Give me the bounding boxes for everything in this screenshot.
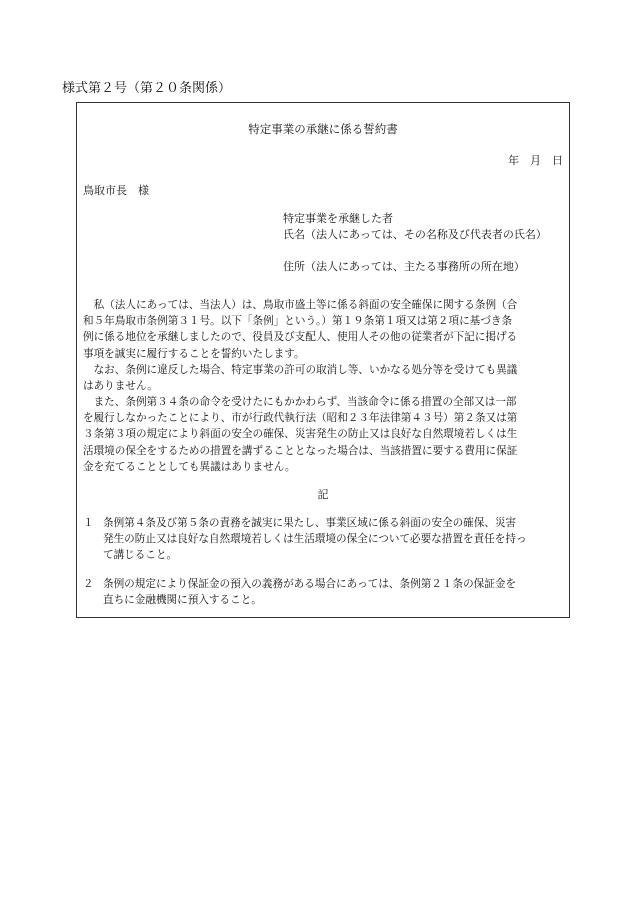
signatory-name-label: 氏名（法人にあっては、その名称及び代表者の氏名） — [283, 228, 547, 241]
item-line: 条例の規定により保証金の預入の義務がある場合にあっては、条例第２１条の保証金を — [103, 578, 517, 590]
pledge-paragraph-2 — [83, 362, 565, 394]
paragraph-line: 例に係る地位を承継しましたので、役員及び支配人、使用人その他の従業者が下記に掲げる — [83, 331, 518, 344]
item-line: 直ちに金融機関に預入すること。 — [103, 594, 262, 607]
pledge-paragraph-3 — [83, 394, 565, 475]
paragraph-line: なお、条例に違反した場合、特定事業の許可の取消し等、いかなる処分等を受けても異議 — [83, 364, 518, 376]
addressee: 鳥取市長 様 — [83, 184, 149, 197]
item-number: ２ — [83, 578, 94, 590]
item-line: 条例第４条及び第５条の責務を誠実に果たし、事業区域に係る斜面の安全の確保、災害 — [103, 517, 517, 529]
list-item — [83, 515, 567, 564]
paragraph-line: 事項を誠実に履行することを誓約いたします。 — [83, 347, 305, 360]
paragraph-line: 金を充てることとしても異議はありません。 — [83, 460, 296, 473]
list-item — [83, 576, 567, 608]
item-line: て講じること。 — [103, 549, 178, 562]
paragraph-line: 活環境の保全をするための措置を講ずることとなった場合は、当該措置に要する費用に保証 — [83, 444, 518, 457]
form-number-label: 様式第２号（第２０条関係） — [62, 81, 232, 96]
item-line: 発生の防止又は良好な自然環境若しくは生活環境の保全について必要な措置を責任を持っ — [103, 533, 527, 546]
item-number: １ — [83, 517, 94, 529]
paragraph-line: 私（法人にあっては、当法人）は、鳥取市盛土等に係る斜面の安全確保に関する条例（合 — [83, 299, 518, 311]
pledge-document-frame — [76, 102, 570, 618]
paragraph-line: ３条第３項の規定により斜面の安全の確保、災害発生の防止又は良好な自然環境若しくは生 — [83, 428, 518, 441]
pledge-paragraph-1 — [83, 297, 565, 362]
date-line: 年 月 日 — [508, 154, 563, 167]
ki-heading: 記 — [317, 488, 329, 501]
signatory-address-label: 住所（法人にあっては、主たる事務所の所在地） — [283, 260, 525, 273]
paragraph-line: を履行しなかったことにより、市が行政代執行法（昭和２３年法律第４３号）第２条又は第 — [83, 412, 518, 425]
paragraph-line: はありません。 — [83, 380, 158, 393]
paragraph-line: また、条例第３４条の命令を受けたにもかかわらず、当該命令に係る措置の全部又は一部 — [83, 396, 517, 408]
paragraph-line: 和５年鳥取市条例第３１号。以下「条例」という。）第１９条第１項又は第２項に基づき条 — [83, 315, 513, 328]
signatory-role: 特定事業を承継した者 — [283, 212, 393, 225]
document-title: 特定事業の承継に係る誓約書 — [248, 122, 398, 136]
